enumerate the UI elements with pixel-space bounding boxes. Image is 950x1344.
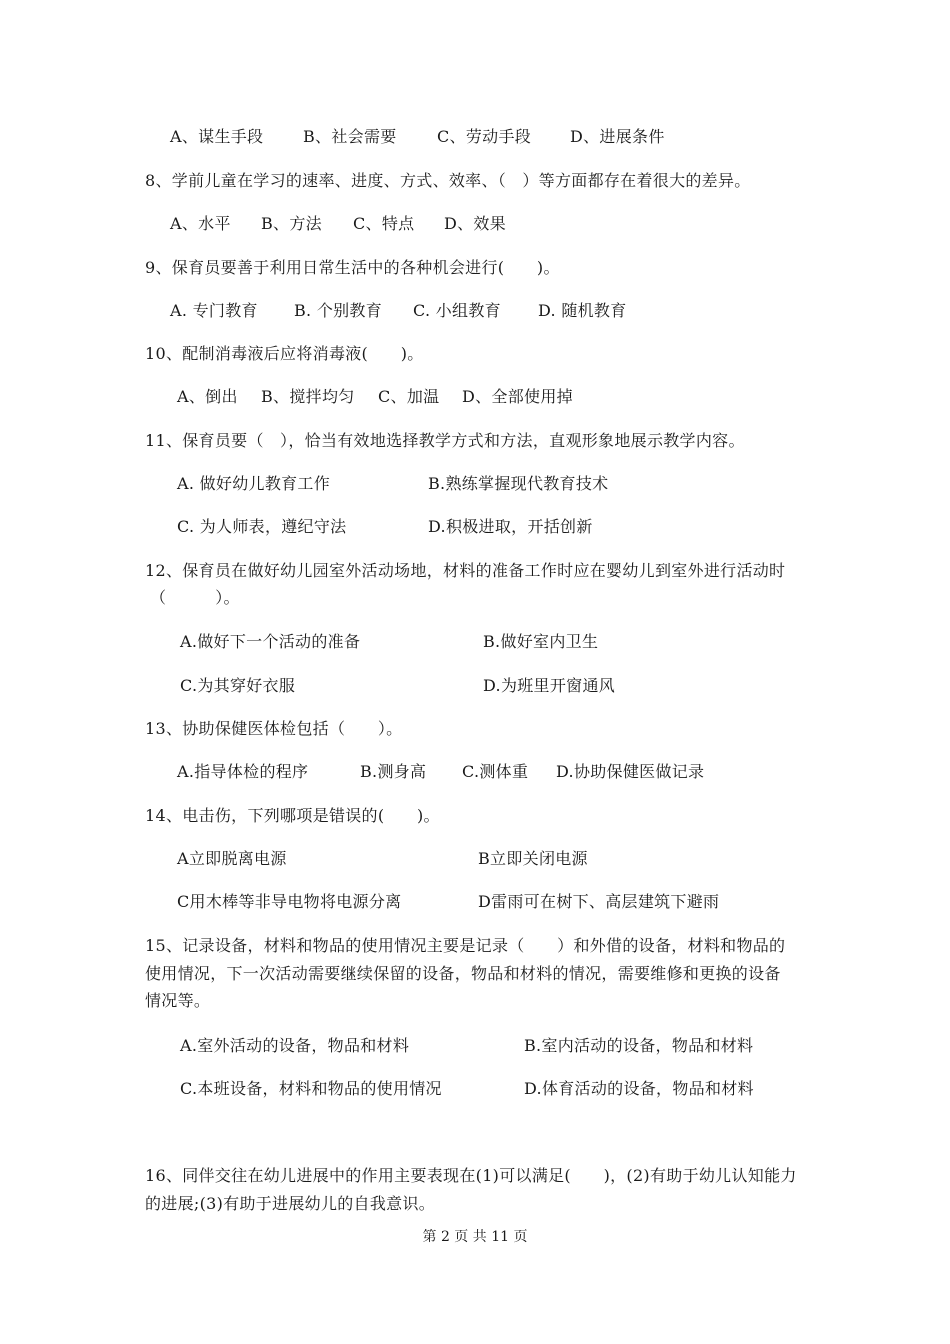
q14-option-d: D雷雨可在树下、高层建筑下避雨 [478,892,720,911]
q11-option-b: B.熟练掌握现代教育技术 [428,474,609,493]
q8-option-d: D、效果 [444,214,507,233]
q9-option-a: A. 专门教育 [170,301,258,320]
q13-option-d: D.协助保健医做记录 [556,762,705,781]
q13-option-a: A.指导体检的程序 [177,762,309,781]
q7-option-b: B、社会需要 [303,127,397,146]
q10-option-d: D、全部使用掉 [462,387,573,406]
q11-option-d: D.积极进取，开括创新 [428,517,593,536]
q15-stem-line3: 情况等。 [145,991,211,1010]
q11-option-a: A. 做好幼儿教育工作 [177,474,331,493]
q14-stem: 14、电击伤，下列哪项是错误的( )。 [145,806,440,825]
q14-option-c: C用木棒等非导电物将电源分离 [177,892,402,911]
q13-option-b: B.测身高 [360,762,427,781]
q15-option-b: B.室内活动的设备，物品和材料 [524,1036,754,1055]
q9-stem: 9、保育员要善于利用日常生活中的各种机会进行( )。 [145,258,560,277]
q16-stem-line1: 16、同伴交往在幼儿进展中的作用主要表现在(1)可以满足( )，(2)有助于幼儿认知能力 [145,1166,797,1185]
q14-option-b: B立即关闭电源 [478,849,588,868]
q10-option-a: A、倒出 [177,387,238,406]
q16-stem-line2: 的进展;(3)有助于进展幼儿的自我意识。 [145,1194,436,1213]
q12-option-b: B.做好室内卫生 [483,632,599,651]
q15-stem-line1: 15、记录设备，材料和物品的使用情况主要是记录（ ）和外借的设备，材料和物品的 [145,936,786,955]
q12-option-d: D.为班里开窗通风 [483,676,616,695]
q7-option-a: A、谋生手段 [170,127,264,146]
page-number-footer: 第 2 页 共 11 页 [422,1229,528,1245]
q15-option-a: A.室外活动的设备，物品和材料 [180,1036,410,1055]
q15-stem-line2: 使用情况，下一次活动需要继续保留的设备，物品和材料的情况，需要维修和更换的设备 [145,964,781,983]
q11-option-c: C. 为人师表，遵纪守法 [177,517,347,536]
q14-option-a: A立即脱离电源 [177,849,287,868]
q9-option-b: B. 个别教育 [294,301,383,320]
q13-stem: 13、协助保健医体检包括（ ）。 [145,719,403,738]
q7-option-d: D、进展条件 [570,127,665,146]
q8-stem: 8、学前儿童在学习的速率、进度、方式、效率、（ ）等方面都存在着很大的差异。 [145,171,751,190]
q12-option-a: A.做好下一个活动的准备 [180,632,361,651]
q8-option-a: A、水平 [170,214,231,233]
q12-stem-line2: （ ）。 [150,588,240,607]
q8-option-c: C、特点 [353,214,415,233]
q13-option-c: C.测体重 [462,762,529,781]
q12-stem-line1: 12、保育员在做好幼儿园室外活动场地，材料的准备工作时应在婴幼儿到室外进行活动时 [145,561,786,580]
q7-option-c: C、劳动手段 [437,127,532,146]
q9-option-c: C. 小组教育 [413,301,501,320]
q11-stem: 11、保育员要（ ），恰当有效地选择教学方式和方法，直观形象地展示教学内容。 [145,431,745,450]
q9-option-d: D. 随机教育 [538,301,627,320]
q10-option-b: B、搅拌均匀 [261,387,355,406]
q10-stem: 10、配制消毒液后应将消毒液( )。 [145,344,424,363]
q10-option-c: C、加温 [378,387,440,406]
q12-option-c: C.为其穿好衣服 [180,676,296,695]
q8-option-b: B、方法 [261,214,322,233]
q15-option-d: D.体育活动的设备，物品和材料 [524,1079,754,1098]
q15-option-c: C.本班设备，材料和物品的使用情况 [180,1079,442,1098]
